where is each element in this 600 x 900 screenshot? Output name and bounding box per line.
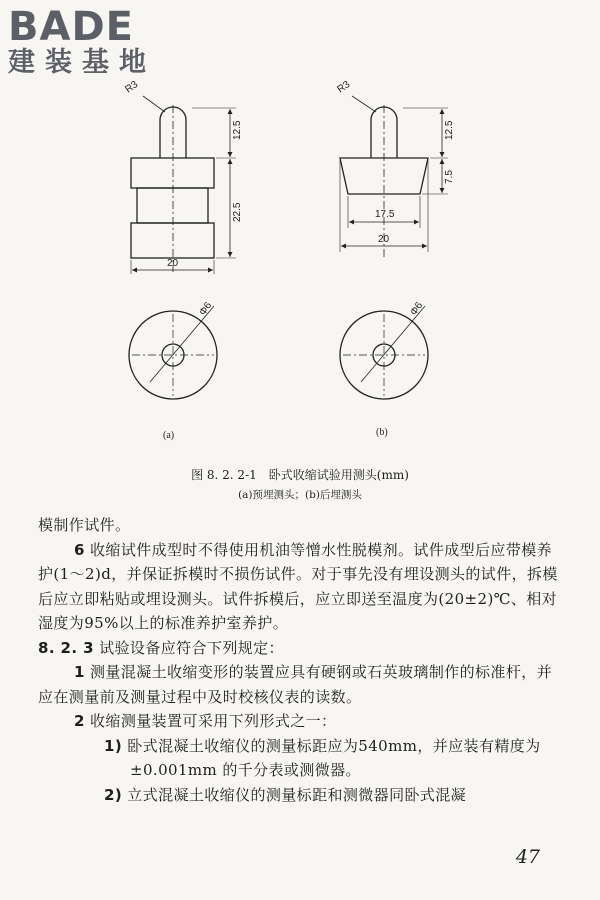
body-text [38,513,558,807]
section-8-2-3 [38,636,558,661]
sub-item-1-text: 卧式混凝土收缩仪的测量标距应为540mm，并应装有精度为±0.001mm 的千分表或测微器。 [127,736,541,779]
figure-subcaption: (a)预埋测头；(b)后埋测头 [238,489,362,501]
dim-b-radius: R3 [335,79,353,96]
item-6-number: 6 [74,540,85,559]
sub-item-2-text: 立式混凝土收缩仪的测量标距和测微器同卧式混凝 [127,785,467,804]
dim-a-width: 20 [167,258,179,269]
sub-item-2-number: 2) [104,785,123,804]
item-6-text: 收缩试件成型时不得使用机油等憎水性脱模剂。试件成型后应带模养护(1～2)d，并保证拆模时不损伤试件。对于事先没有埋设测头的试件，拆模后应立即粘贴或埋设测头。试件拆模后，应立即送至温度为(20±2)℃、相对湿度为95%以上的标准养护室养护。 [38,540,558,632]
probe-b-elevation [340,96,448,260]
probe-b-plan [340,306,428,399]
dim-b-body: 7.5 [444,170,455,184]
dim-b-phi: Φ6 [408,300,426,318]
sub-item-1 [38,734,558,783]
section-text: 试验设备应符合下列规定： [99,638,284,657]
item-1-text: 测量混凝土收缩变形的装置应具有硬钢或石英玻璃制作的标准杆，并应在测量前及测量过程中及时校核仪表的读数。 [38,663,553,706]
section-number: 8. 2. 3 [38,638,94,657]
paragraph-continuation: 模制作试件。 [38,516,131,534]
sub-item-1-number: 1) [104,736,123,755]
figure-a-label: (a) [163,430,175,441]
item-2-number: 2 [74,712,85,730]
probe-a-plan [129,306,217,399]
item-2-text: 收缩测量装置可采用下列形式之一： [90,712,337,730]
logo-text-en: BADE [8,4,134,50]
logo-text-cn: 建装基地 [8,47,156,78]
dim-a-top: 12.5 [232,120,243,140]
figure-caption: 图 8. 2. 2-1 卧式收缩试验用测头(mm) [191,468,409,482]
figure-b-label: (b) [376,427,388,438]
dim-a-phi: Φ6 [197,300,215,318]
probe-a-elevation [131,96,236,274]
dim-b-top: 12.5 [444,120,455,140]
dim-b-inner: 17.5 [375,209,395,220]
item-1-number: 1 [74,663,85,681]
sub-item-2 [38,783,558,808]
item-2 [38,709,558,734]
dim-a-body: 22.5 [232,202,243,222]
item-6 [38,538,558,636]
dim-a-radius: R3 [123,79,141,96]
page-number: 47 [515,846,540,868]
item-1 [38,660,558,709]
dim-b-width: 20 [378,234,390,245]
